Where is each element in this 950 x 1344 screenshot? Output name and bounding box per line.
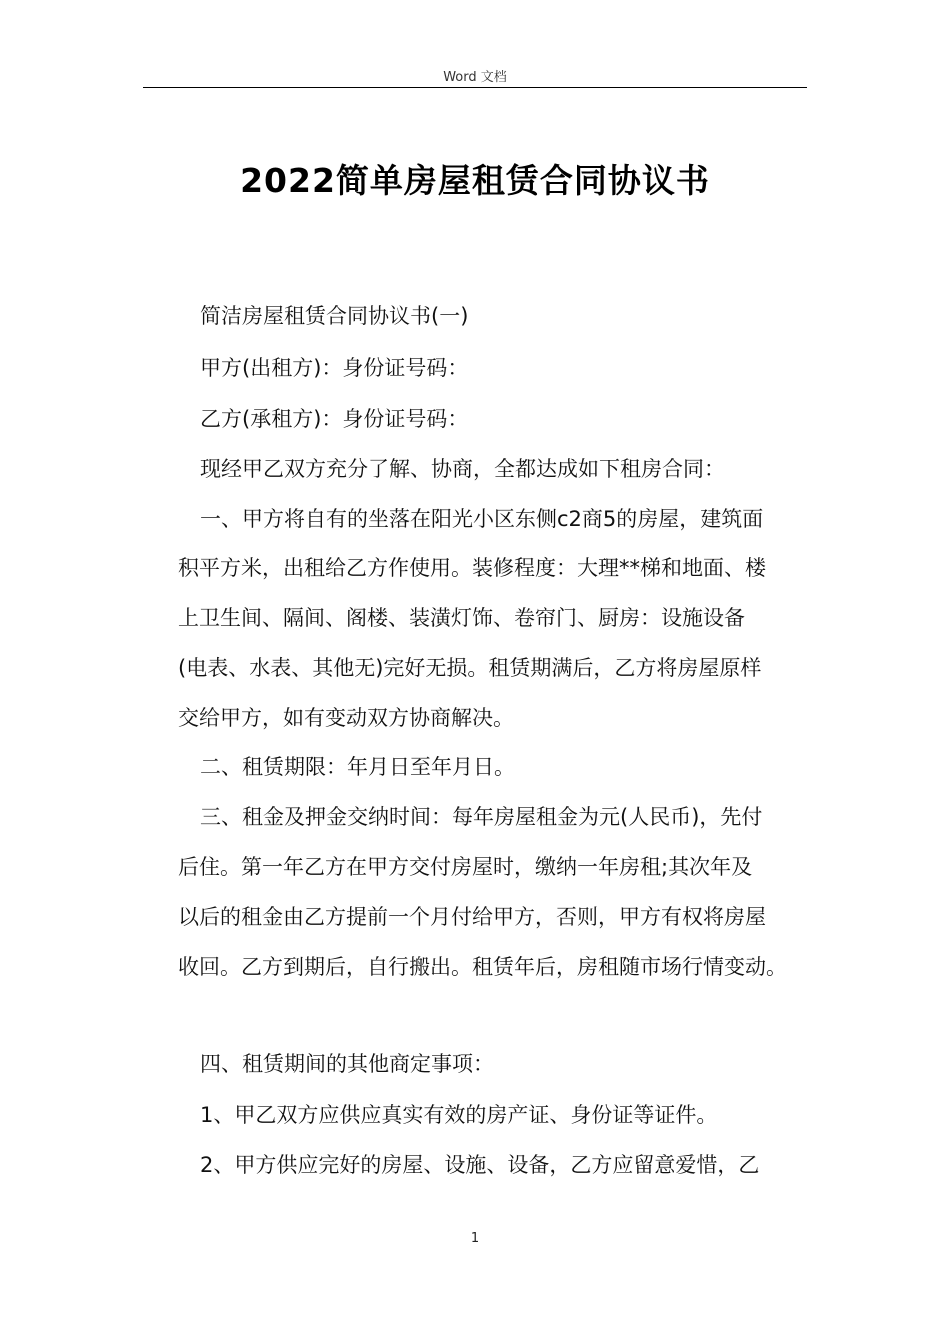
clause-3-line-1: 三、租金及押金交纳时间：每年房屋租金为元(人民币)，先付	[200, 805, 763, 829]
clause-1-line-5: 交给甲方，如有变动双方协商解决。	[178, 706, 514, 730]
clause-4-heading: 四、租赁期间的其他商定事项：	[200, 1052, 494, 1076]
header-label: Word 文档	[443, 70, 507, 85]
clause-3-line-2: 后住。第一年乙方在甲方交付房屋时，缴纳一年房租;其次年及	[178, 855, 753, 879]
document-title: 2022简单房屋租赁合同协议书	[240, 161, 710, 200]
clause-1-line-3: 上卫生间、隔间、阁楼、装潢灯饰、卷帘门、厨房：设施设备	[178, 606, 745, 630]
clause-3-line-3: 以后的租金由乙方提前一个月付给甲方，否则，甲方有权将房屋	[178, 905, 766, 929]
agreement-intro-line: 现经甲乙双方充分了解、协商，全都达成如下租房合同：	[200, 457, 725, 481]
clause-1-line-2: 积平方米，出租给乙方作使用。装修程度：大理**梯和地面、楼	[178, 556, 766, 580]
clause-2-line: 二、租赁期限：年月日至年月日。	[200, 755, 515, 779]
clause-1-line-1: 一、甲方将自有的坐落在阳光小区东侧c2商5的房屋，建筑面	[200, 507, 764, 531]
party-b-line: 乙方(承租方)：身份证号码：	[200, 407, 469, 431]
party-a-line: 甲方(出租方)：身份证号码：	[200, 356, 469, 380]
header-divider	[143, 87, 807, 88]
clause-4-item-1: 1、甲乙双方应供应真实有效的房产证、身份证等证件。	[200, 1103, 718, 1127]
clause-3-line-4: 收回。乙方到期后，自行搬出。租赁年后，房租随市场行情变动。	[178, 955, 787, 979]
subtitle-line: 简洁房屋租赁合同协议书(一)	[200, 304, 469, 328]
clause-4-item-2: 2、甲方供应完好的房屋、设施、设备，乙方应留意爱惜，乙	[200, 1153, 760, 1177]
clause-1-line-4: (电表、水表、其他无)完好无损。租赁期满后，乙方将房屋原样	[178, 656, 762, 680]
page-number: 1	[470, 1231, 480, 1246]
